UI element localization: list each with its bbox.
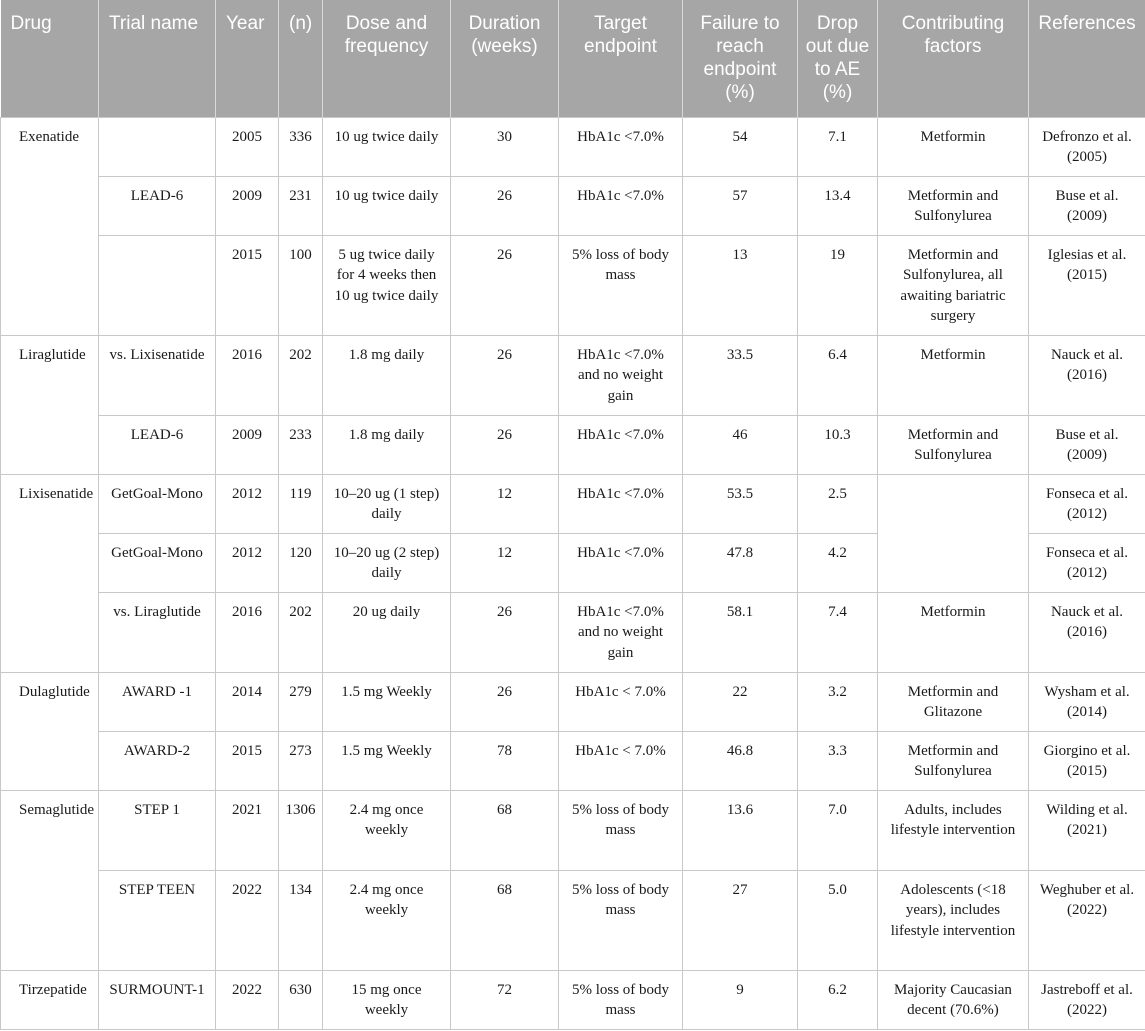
table-row (1, 970, 1145, 1029)
failure-cell: 57 (683, 176, 798, 235)
reference-cell: Nauck et al. (2016) (1029, 592, 1145, 672)
target-cell: 5% loss of body mass (559, 970, 683, 1029)
table-row (1, 176, 1145, 235)
table-row (1, 731, 1145, 790)
dropout-cell: 5.0 (798, 870, 878, 970)
header-dose: Dose and frequency (323, 0, 451, 117)
failure-cell: 22 (683, 672, 798, 731)
factors-cell: Metformin and Sulfonylurea (878, 176, 1029, 235)
failure-cell: 46 (683, 415, 798, 474)
year-cell: 2009 (216, 415, 279, 474)
dose-cell: 5 ug twice daily for 4 weeks then 10 ug twice daily (323, 235, 451, 335)
dropout-cell: 4.2 (798, 533, 878, 592)
year-cell: 2015 (216, 235, 279, 335)
factors-cell: Metformin and Sulfonylurea (878, 731, 1029, 790)
table-row (1, 235, 1145, 335)
trial-cell: GetGoal-Mono (99, 533, 216, 592)
factors-cell: Metformin (878, 117, 1029, 176)
year-cell: 2005 (216, 117, 279, 176)
dropout-cell: 7.1 (798, 117, 878, 176)
trial-cell: STEP 1 (99, 790, 216, 870)
n-cell: 120 (279, 533, 323, 592)
failure-cell: 58.1 (683, 592, 798, 672)
duration-cell: 26 (451, 335, 559, 415)
trial-cell: GetGoal-Mono (99, 474, 216, 533)
dose-cell: 2.4 mg once weekly (323, 790, 451, 870)
table-row (1, 790, 1145, 870)
header-n: (n) (279, 0, 323, 117)
trial-cell: LEAD-6 (99, 415, 216, 474)
failure-cell: 13 (683, 235, 798, 335)
n-cell: 336 (279, 117, 323, 176)
factors-cell: Metformin (878, 592, 1029, 672)
dropout-cell: 3.3 (798, 731, 878, 790)
year-cell: 2016 (216, 335, 279, 415)
target-cell: HbA1c <7.0% (559, 176, 683, 235)
dropout-cell: 19 (798, 235, 878, 335)
n-cell: 119 (279, 474, 323, 533)
failure-cell: 27 (683, 870, 798, 970)
duration-cell: 72 (451, 970, 559, 1029)
n-cell: 100 (279, 235, 323, 335)
dropout-cell: 7.4 (798, 592, 878, 672)
reference-cell: Nauck et al. (2016) (1029, 335, 1145, 415)
dose-cell: 20 ug daily (323, 592, 451, 672)
reference-cell: Giorgino et al. (2015) (1029, 731, 1145, 790)
dropout-cell: 7.0 (798, 790, 878, 870)
target-cell: HbA1c < 7.0% (559, 731, 683, 790)
dropout-cell: 6.2 (798, 970, 878, 1029)
reference-cell: Fonseca et al. (2012) (1029, 474, 1145, 533)
reference-cell: Wysham et al. (2014) (1029, 672, 1145, 731)
n-cell: 279 (279, 672, 323, 731)
duration-cell: 12 (451, 474, 559, 533)
failure-cell: 13.6 (683, 790, 798, 870)
reference-cell: Defronzo et al. (2005) (1029, 117, 1145, 176)
year-cell: 2009 (216, 176, 279, 235)
duration-cell: 68 (451, 790, 559, 870)
factors-cell: Metformin and Sulfonylurea, all awaiting bariatric surgery (878, 235, 1029, 335)
drug-cell: Exenatide (1, 117, 99, 335)
dropout-cell: 3.2 (798, 672, 878, 731)
reference-cell: Fonseca et al. (2012) (1029, 533, 1145, 592)
table-body (1, 117, 1145, 1029)
table-row (1, 672, 1145, 731)
dose-cell: 10 ug twice daily (323, 176, 451, 235)
trial-cell: AWARD-2 (99, 731, 216, 790)
year-cell: 2012 (216, 533, 279, 592)
dropout-cell: 10.3 (798, 415, 878, 474)
duration-cell: 68 (451, 870, 559, 970)
year-cell: 2012 (216, 474, 279, 533)
dose-cell: 2.4 mg once weekly (323, 870, 451, 970)
table-row (1, 335, 1145, 415)
drug-cell: Lixisenatide (1, 474, 99, 672)
duration-cell: 26 (451, 592, 559, 672)
dose-cell: 10 ug twice daily (323, 117, 451, 176)
year-cell: 2015 (216, 731, 279, 790)
dose-cell: 1.8 mg daily (323, 335, 451, 415)
trial-cell: AWARD -1 (99, 672, 216, 731)
target-cell: HbA1c <7.0% (559, 117, 683, 176)
header-duration: Duration (weeks) (451, 0, 559, 117)
reference-cell: Weghuber et al. (2022) (1029, 870, 1145, 970)
n-cell: 273 (279, 731, 323, 790)
duration-cell: 26 (451, 415, 559, 474)
n-cell: 202 (279, 335, 323, 415)
target-cell: HbA1c < 7.0% (559, 672, 683, 731)
year-cell: 2016 (216, 592, 279, 672)
drug-cell: Semaglutide (1, 790, 99, 970)
table-row (1, 474, 1145, 533)
year-cell: 2014 (216, 672, 279, 731)
table-row (1, 870, 1145, 970)
duration-cell: 78 (451, 731, 559, 790)
reference-cell: Buse et al. (2009) (1029, 415, 1145, 474)
trial-cell: STEP TEEN (99, 870, 216, 970)
dose-cell: 10–20 ug (1 step) daily (323, 474, 451, 533)
drug-cell: Tirzepatide (1, 970, 99, 1029)
header-references: References (1029, 0, 1145, 117)
dropout-cell: 6.4 (798, 335, 878, 415)
duration-cell: 30 (451, 117, 559, 176)
reference-cell: Wilding et al. (2021) (1029, 790, 1145, 870)
trial-cell (99, 117, 216, 176)
target-cell: HbA1c <7.0% (559, 474, 683, 533)
factors-cell: Metformin and Sulfonylurea (878, 415, 1029, 474)
trial-cell: vs. Lixisenatide (99, 335, 216, 415)
header-target: Target endpoint (559, 0, 683, 117)
table-header (1, 0, 1145, 117)
drug-cell: Liraglutide (1, 335, 99, 474)
target-cell: HbA1c <7.0% (559, 533, 683, 592)
failure-cell: 46.8 (683, 731, 798, 790)
year-cell: 2021 (216, 790, 279, 870)
n-cell: 1306 (279, 790, 323, 870)
header-dropout: Drop out due to AE (%) (798, 0, 878, 117)
dose-cell: 1.8 mg daily (323, 415, 451, 474)
failure-cell: 47.8 (683, 533, 798, 592)
factors-cell (878, 474, 1029, 592)
year-cell: 2022 (216, 970, 279, 1029)
trial-cell: LEAD-6 (99, 176, 216, 235)
dose-cell: 1.5 mg Weekly (323, 731, 451, 790)
target-cell: 5% loss of body mass (559, 870, 683, 970)
failure-cell: 54 (683, 117, 798, 176)
reference-cell: Iglesias et al. (2015) (1029, 235, 1145, 335)
target-cell: HbA1c <7.0% and no weight gain (559, 335, 683, 415)
failure-cell: 9 (683, 970, 798, 1029)
drug-cell: Dulaglutide (1, 672, 99, 790)
dose-cell: 10–20 ug (2 step) daily (323, 533, 451, 592)
header-failure: Failure to reach endpoint (%) (683, 0, 798, 117)
n-cell: 231 (279, 176, 323, 235)
n-cell: 134 (279, 870, 323, 970)
factors-cell: Adolescents (<18 years), includes lifestyle intervention (878, 870, 1029, 970)
n-cell: 202 (279, 592, 323, 672)
target-cell: 5% loss of body mass (559, 235, 683, 335)
header-trial-name: Trial name (99, 0, 216, 117)
failure-cell: 53.5 (683, 474, 798, 533)
dropout-cell: 2.5 (798, 474, 878, 533)
failure-cell: 33.5 (683, 335, 798, 415)
header-row (1, 0, 1145, 117)
trial-cell: vs. Liraglutide (99, 592, 216, 672)
n-cell: 233 (279, 415, 323, 474)
target-cell: HbA1c <7.0% and no weight gain (559, 592, 683, 672)
reference-cell: Jastreboff et al. (2022) (1029, 970, 1145, 1029)
table-row (1, 117, 1145, 176)
year-cell: 2022 (216, 870, 279, 970)
dose-cell: 1.5 mg Weekly (323, 672, 451, 731)
factors-cell: Metformin and Glitazone (878, 672, 1029, 731)
factors-cell: Majority Caucasian decent (70.6%) (878, 970, 1029, 1029)
header-drug: Drug (1, 0, 99, 117)
trial-cell (99, 235, 216, 335)
table-row (1, 592, 1145, 672)
dose-cell: 15 mg once weekly (323, 970, 451, 1029)
table-row (1, 415, 1145, 474)
duration-cell: 26 (451, 235, 559, 335)
factors-cell: Adults, includes lifestyle intervention (878, 790, 1029, 870)
duration-cell: 26 (451, 176, 559, 235)
factors-cell: Metformin (878, 335, 1029, 415)
duration-cell: 26 (451, 672, 559, 731)
n-cell: 630 (279, 970, 323, 1029)
reference-cell: Buse et al. (2009) (1029, 176, 1145, 235)
duration-cell: 12 (451, 533, 559, 592)
header-year: Year (216, 0, 279, 117)
trial-cell: SURMOUNT-1 (99, 970, 216, 1029)
header-contributing: Contributing factors (878, 0, 1029, 117)
target-cell: HbA1c <7.0% (559, 415, 683, 474)
dropout-cell: 13.4 (798, 176, 878, 235)
target-cell: 5% loss of body mass (559, 790, 683, 870)
